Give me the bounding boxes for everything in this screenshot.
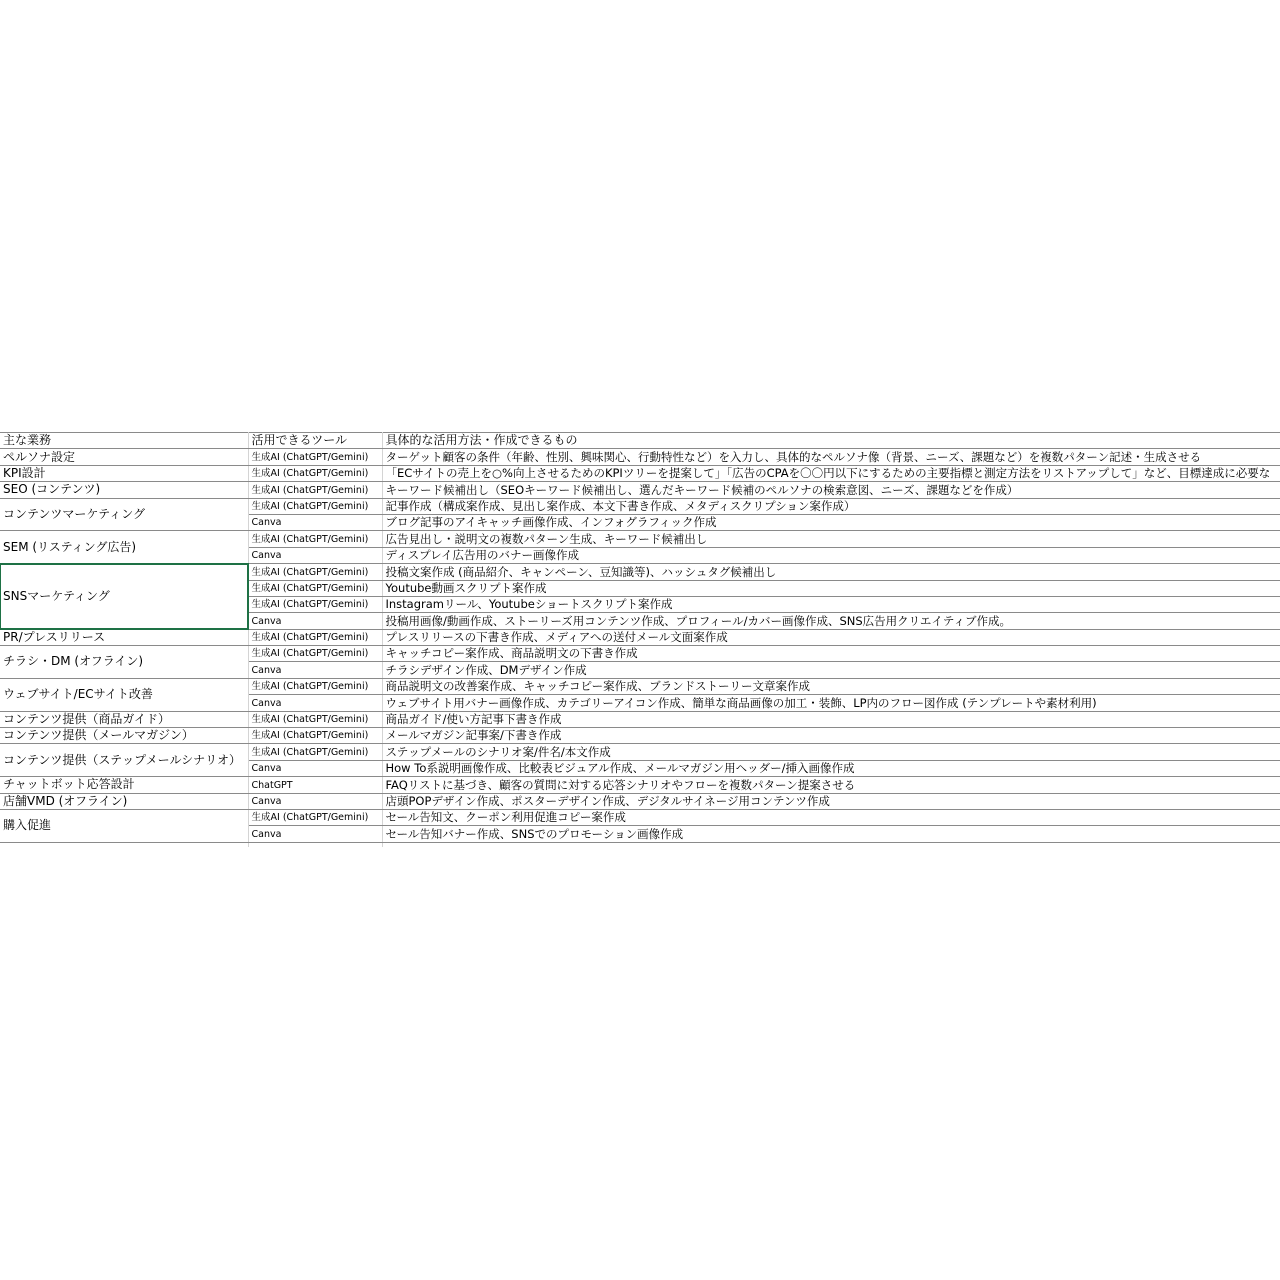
table-row [0,728,1280,744]
header-desc-cell[interactable]: 具体的な活用方法・作成できるもの [382,433,1280,449]
task-cell[interactable]: ウェブサイト/ECサイト改善 [0,678,248,711]
tool-cell[interactable]: 生成AI (ChatGPT/Gemini) [248,596,382,612]
tool-cell[interactable]: Canva [248,826,382,842]
description-cell[interactable]: 記事作成（構成案作成、見出し案作成、本文下書き作成、メタディスクリプション案作成） [382,498,1280,514]
tool-cell[interactable]: 生成AI (ChatGPT/Gemini) [248,744,382,760]
description-cell[interactable]: キャッチコピー案作成、商品説明文の下書き作成 [382,646,1280,662]
table-row [0,498,1280,514]
description-cell[interactable]: ディスプレイ広告用のバナー画像作成 [382,547,1280,563]
description-cell[interactable]: ウェブサイト用バナー画像作成、カテゴリーアイコン作成、簡単な商品画像の加工・装飾、LP内のフロー図作成 (テンプレートや素材利用) [382,695,1280,711]
tool-cell[interactable]: ChatGPT [248,777,382,793]
task-cell[interactable]: SEO (コンテンツ) [0,482,248,498]
tool-cell[interactable]: 生成AI (ChatGPT/Gemini) [248,678,382,694]
description-cell[interactable]: プレスリリースの下書き作成、メディアへの送付メール文面案作成 [382,629,1280,645]
table-row [0,777,1280,793]
tool-cell[interactable]: Canva [248,793,382,809]
partial-cell [0,842,248,847]
partial-cell [382,842,1280,847]
task-cell[interactable]: コンテンツ提供（ステップメールシナリオ） [0,744,248,777]
table-row [0,809,1280,825]
description-cell[interactable]: Youtube動画スクリプト案作成 [382,580,1280,596]
tool-cell[interactable]: 生成AI (ChatGPT/Gemini) [248,580,382,596]
tool-cell[interactable]: 生成AI (ChatGPT/Gemini) [248,482,382,498]
task-cell[interactable]: コンテンツ提供（商品ガイド） [0,711,248,727]
description-cell[interactable]: 「ECサイトの売上を○%向上させるためのKPIツリーを提案して」「広告のCPAを〇〇円以下にするための主要指標と測定方法をリストアップして」など、目標達成に必要な [382,465,1280,481]
description-cell[interactable]: FAQリストに基づき、顧客の質問に対する応答シナリオやフローを複数パターン提案させる [382,777,1280,793]
description-cell[interactable]: チラシデザイン作成、DMデザイン作成 [382,662,1280,678]
tool-cell[interactable]: 生成AI (ChatGPT/Gemini) [248,629,382,645]
table-row [0,465,1280,481]
task-cell[interactable]: チラシ・DM (オフライン) [0,646,248,679]
task-cell[interactable]: 店舗VMD (オフライン) [0,793,248,809]
description-cell[interactable]: How To系説明画像作成、比較表ビジュアル作成、メールマガジン用ヘッダー/挿入画像作成 [382,760,1280,776]
description-cell[interactable]: 店頭POPデザイン作成、ポスターデザイン作成、デジタルサイネージ用コンテンツ作成 [382,793,1280,809]
tool-cell[interactable]: 生成AI (ChatGPT/Gemini) [248,809,382,825]
table-row [0,629,1280,645]
table-row [0,531,1280,547]
task-cell[interactable]: 購入促進 [0,809,248,842]
partial-row [0,842,1280,847]
task-cell[interactable]: コンテンツマーケティング [0,498,248,531]
tool-cell[interactable]: 生成AI (ChatGPT/Gemini) [248,498,382,514]
description-cell[interactable]: セール告知バナー作成、SNSでのプロモーション画像作成 [382,826,1280,842]
description-cell[interactable]: Instagramリール、Youtubeショートスクリプト案作成 [382,596,1280,612]
task-cell[interactable]: KPI設計 [0,465,248,481]
task-cell[interactable]: SEM (リスティング広告) [0,531,248,564]
task-cell[interactable]: チャットボット応答設計 [0,777,248,793]
description-cell[interactable]: 投稿用画像/動画作成、ストーリーズ用コンテンツ作成、プロフィール/カバー画像作成、SNS広告用クリエイティブ作成。 [382,613,1280,629]
tool-cell[interactable]: 生成AI (ChatGPT/Gemini) [248,465,382,481]
tool-cell[interactable]: Canva [248,514,382,530]
tool-cell[interactable]: 生成AI (ChatGPT/Gemini) [248,449,382,465]
tool-cell[interactable]: Canva [248,695,382,711]
tool-cell[interactable]: Canva [248,547,382,563]
header-tool-cell[interactable]: 活用できるツール [248,433,382,449]
description-cell[interactable]: 商品ガイド/使い方記事下書き作成 [382,711,1280,727]
task-cell[interactable]: SNSマーケティング [0,564,248,630]
table-row [0,449,1280,465]
table-row [0,744,1280,760]
header-task-cell[interactable]: 主な業務 [0,433,248,449]
description-cell[interactable]: ブログ記事のアイキャッチ画像作成、インフォグラフィック作成 [382,514,1280,530]
description-cell[interactable]: ステップメールのシナリオ案/件名/本文作成 [382,744,1280,760]
task-cell[interactable]: ペルソナ設定 [0,449,248,465]
description-cell[interactable]: 投稿文案作成 (商品紹介、キャンペーン、豆知識等)、ハッシュタグ候補出し [382,564,1280,580]
partial-cell [248,842,382,847]
task-cell[interactable]: PR/プレスリリース [0,629,248,645]
task-cell[interactable]: コンテンツ提供（メールマガジン） [0,728,248,744]
description-cell[interactable]: セール告知文、クーポン利用促進コピー案作成 [382,809,1280,825]
header-row [0,433,1280,449]
tool-cell[interactable]: Canva [248,662,382,678]
description-cell[interactable]: キーワード候補出し（SEOキーワード候補出し、選んだキーワード候補のペルソナの検索意図、ニーズ、課題などを作成） [382,482,1280,498]
tool-cell[interactable]: 生成AI (ChatGPT/Gemini) [248,646,382,662]
description-cell[interactable]: ターゲット顧客の条件（年齢、性別、興味関心、行動特性など）を入力し、具体的なペルソナ像（背景、ニーズ、課題など）を複数パターン記述・生成させる [382,449,1280,465]
table-row [0,482,1280,498]
table-row [0,564,1280,580]
tool-cell[interactable]: 生成AI (ChatGPT/Gemini) [248,531,382,547]
description-cell[interactable]: メールマガジン記事案/下書き作成 [382,728,1280,744]
tool-cell[interactable]: 生成AI (ChatGPT/Gemini) [248,564,382,580]
description-cell[interactable]: 広告見出し・説明文の複数パターン生成、キーワード候補出し [382,531,1280,547]
tool-cell[interactable]: Canva [248,613,382,629]
tool-cell[interactable]: 生成AI (ChatGPT/Gemini) [248,728,382,744]
spreadsheet-grid [0,432,1280,847]
tool-cell[interactable]: Canva [248,760,382,776]
table-row [0,646,1280,662]
table-row [0,678,1280,694]
table-row [0,711,1280,727]
table-row [0,793,1280,809]
description-cell[interactable]: 商品説明文の改善案作成、キャッチコピー案作成、ブランドストーリー文章案作成 [382,678,1280,694]
tool-cell[interactable]: 生成AI (ChatGPT/Gemini) [248,711,382,727]
